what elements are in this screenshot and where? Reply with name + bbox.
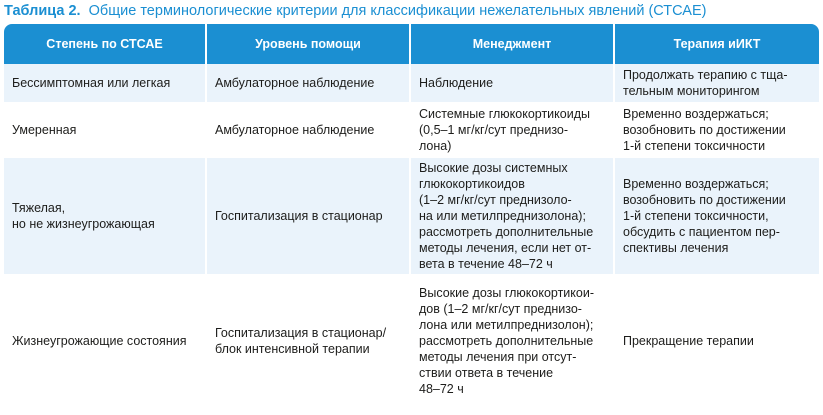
cell-management: Высокие дозы системных глюкокортикоидов (1–2 мг/кг/сут преднизоло- на или метилпреднизолона); рассмотреть дополнительные методы лечения, если нет от- вета в течение 48–72 ч — [410, 157, 614, 275]
header-therapy: Терапия иИКТ — [614, 24, 819, 64]
cell-care: Госпитализация в стационар — [206, 157, 410, 275]
cell-management: Наблюдение — [410, 64, 614, 103]
header-care-level: Уровень помощи — [206, 24, 410, 64]
cell-grade: Тяжелая, но не жизнеугрожающая — [4, 157, 206, 275]
cell-management: Системные глюкокортикоиды (0,5–1 мг/кг/сут преднизо- лона) — [410, 103, 614, 157]
header-management: Менеджмент — [410, 24, 614, 64]
caption-text: Общие терминологические критерии для классификации нежелательных явлений (СТСАЕ) — [88, 3, 707, 19]
cell-care: Амбулаторное наблюдение — [206, 64, 410, 103]
cell-care: Госпитализация в стационар/ блок интенсивной терапии — [206, 275, 410, 407]
table-row — [4, 64, 819, 103]
cell-grade: Умеренная — [4, 103, 206, 157]
ctcae-table-container — [4, 24, 819, 415]
cell-grade: Жизнеугрожающие состояния — [4, 275, 206, 407]
caption-label: Таблица 2. — [4, 3, 81, 19]
header-row — [4, 24, 819, 64]
cell-care: Амбулаторное наблюдение — [206, 103, 410, 157]
table-row — [4, 275, 819, 407]
table-row — [4, 103, 819, 157]
ctcae-table — [4, 24, 819, 408]
header-grade: Степень по СТСАЕ — [4, 24, 206, 64]
table-caption — [4, 3, 706, 19]
cell-grade: Бессимптомная или легкая — [4, 64, 206, 103]
cell-therapy: Продолжать терапию с тща- тельным мониторингом — [614, 64, 819, 103]
cell-therapy: Временно воздержаться; возобновить по достижении 1-й степени токсичности, обсудить с пациентом пер- спективы лечения — [614, 157, 819, 275]
cell-management: Высокие дозы глюкокортикои- дов (1–2 мг/кг/сут преднизо- лона или метилпреднизолон); рассмотреть дополнительные методы лечения при отсут- ствии ответа в течение 48–72 ч — [410, 275, 614, 407]
table-row — [4, 157, 819, 275]
cell-therapy: Прекращение терапии — [614, 275, 819, 407]
cell-therapy: Временно воздержаться; возобновить по достижении 1-й степени токсичности — [614, 103, 819, 157]
